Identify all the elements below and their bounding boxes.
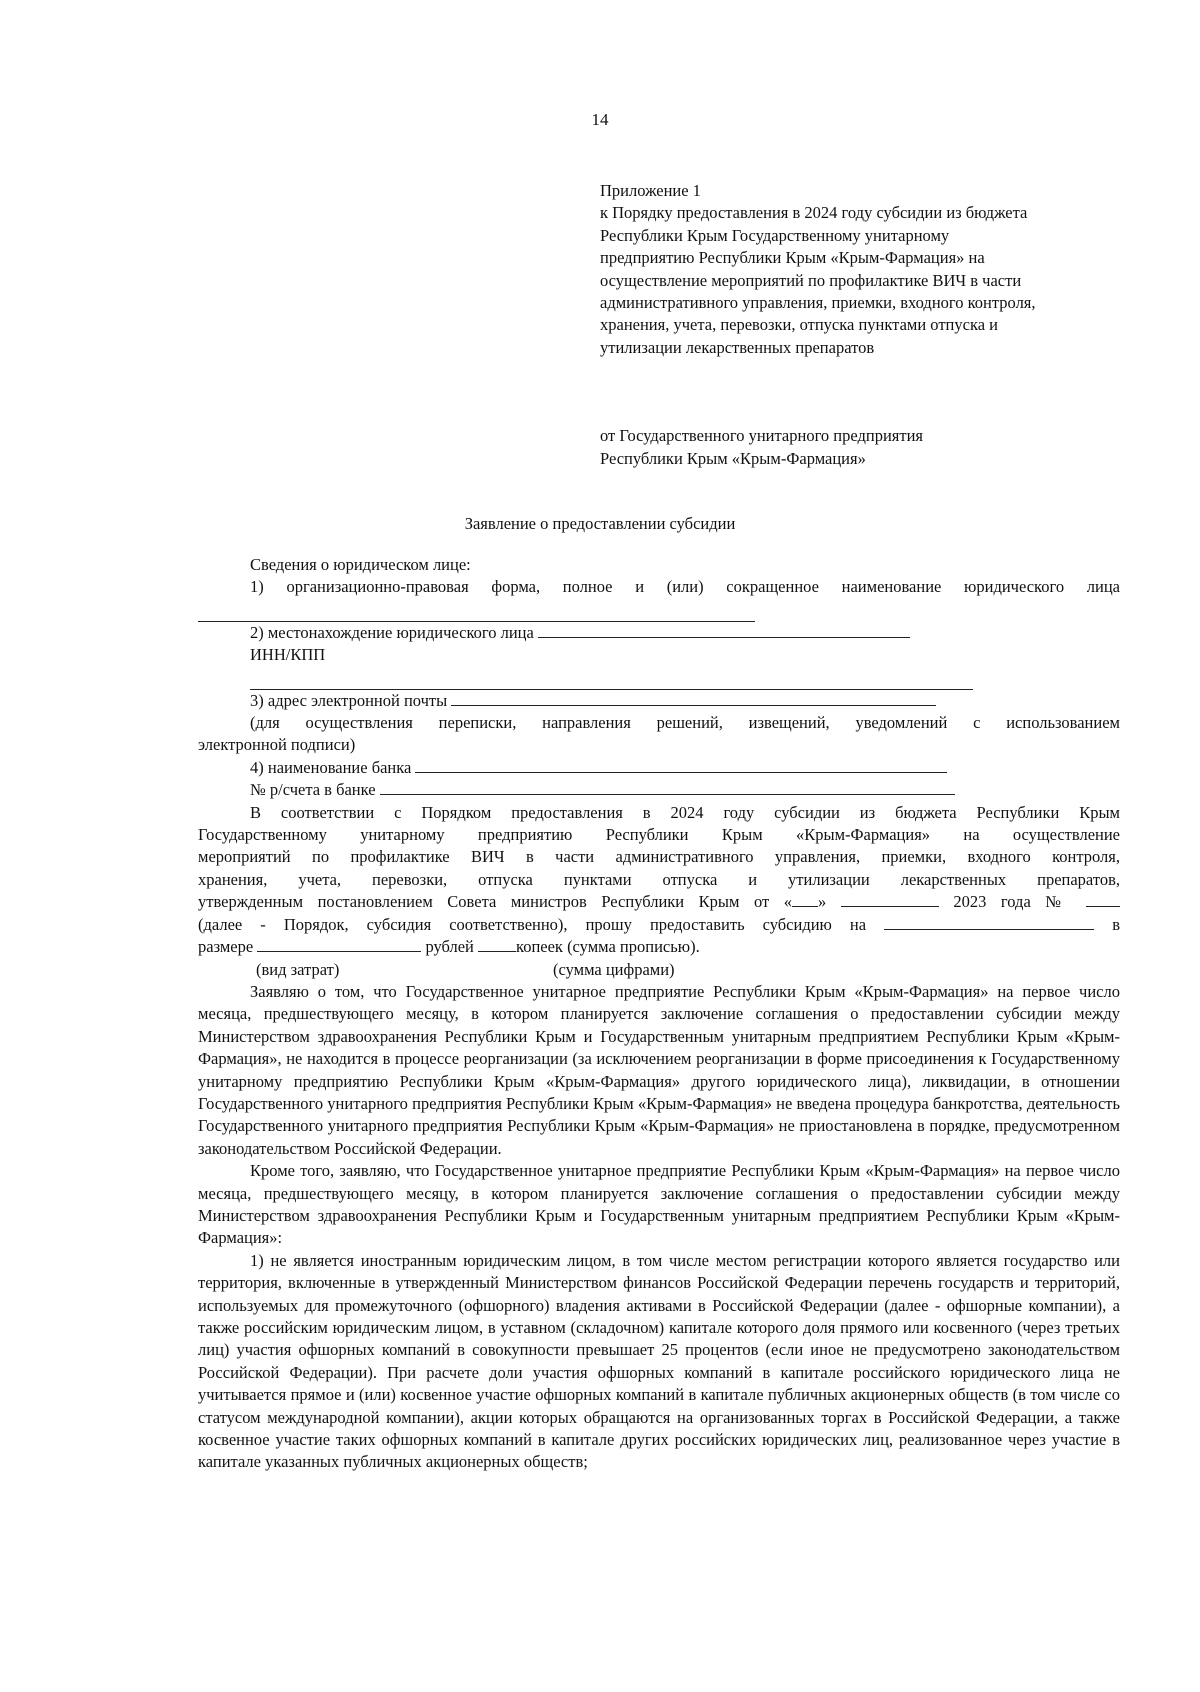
appendix-line: Приложение 1 bbox=[600, 181, 701, 200]
request-line: В соответствии с Порядком предоставления в 2024 году субсидии из бюджета Республики Крым bbox=[250, 802, 1120, 822]
request-text: размере bbox=[198, 937, 254, 957]
form-field-resolution-number[interactable] bbox=[1086, 891, 1120, 907]
request-text: копеек (сумма прописью). bbox=[516, 937, 700, 957]
form-item-1: 1) организационно-правовая форма, полное и (или) сокращенное наименование юридического лица bbox=[250, 577, 1120, 597]
account-label: № р/счета в банке bbox=[250, 780, 376, 800]
sender-block bbox=[600, 425, 1120, 470]
form-item-2-label: 2) местонахождение юридического лица bbox=[250, 622, 534, 642]
appendix-line: Республики Крым Государственному унитарному bbox=[600, 225, 950, 245]
form-item-3 bbox=[198, 690, 1120, 712]
request-text: 2023 года № bbox=[953, 892, 1072, 912]
request-line-purpose bbox=[198, 914, 1120, 936]
email-note-line: (для осуществления переписки, направления решений, извещений, уведомлений с использованием bbox=[250, 713, 1120, 733]
form-item-4 bbox=[198, 757, 1120, 779]
form-field-kopecks[interactable] bbox=[478, 936, 516, 952]
appendix-line: к Порядку предоставления в 2024 году субсидии из бюджета bbox=[600, 203, 1028, 223]
form-field-entity-name[interactable] bbox=[198, 599, 755, 622]
sender-line: от Государственного унитарного предприятия bbox=[600, 426, 924, 445]
account-row bbox=[198, 779, 1120, 801]
form-field-inn-kpp[interactable] bbox=[250, 667, 973, 690]
email-note-line: электронной подписи) bbox=[198, 735, 356, 755]
form-field-account[interactable] bbox=[380, 779, 955, 795]
form-field-location[interactable] bbox=[538, 622, 910, 638]
hint-cost-type: (вид затрат) bbox=[256, 959, 340, 979]
request-line-amount bbox=[198, 936, 1120, 958]
appendix-line: предприятию Республики Крым «Крым-Фармация» на bbox=[600, 248, 985, 268]
request-text: утвержденным постановлением Совета министров Республики Крым от « bbox=[198, 892, 793, 912]
form-field-bank-name[interactable] bbox=[415, 757, 947, 773]
legal-entity-heading: Сведения о юридическом лице: bbox=[250, 555, 471, 574]
appendix-line: утилизации лекарственных препаратов bbox=[600, 337, 875, 357]
sender-line: Республики Крым «Крым-Фармация» bbox=[600, 448, 866, 468]
request-text: (далее - Порядок, субсидия соответственно), прошу предоставить субсидию на bbox=[198, 914, 867, 934]
request-text: » bbox=[818, 892, 827, 912]
declaration-paragraph-2: Кроме того, заявляю, что Государственное унитарное предприятие Республики Крым «Крым-Фармация» на первое число месяца, предшествующего месяцу, в котором планируется заключение соглашения о предоставлении субсидии между Министерством здравоохранения Республики Крым и Государственным унитарным предприятием Республики Крым «Крым-Фармация»: bbox=[198, 1161, 1120, 1248]
form-item-4-label: 4) наименование банка bbox=[250, 757, 412, 777]
form-field-email[interactable] bbox=[451, 690, 936, 706]
form-item-2 bbox=[198, 622, 1120, 644]
page-number: 14 bbox=[591, 110, 609, 129]
document-title: Заявление о предоставлении субсидии bbox=[464, 514, 736, 533]
form-field-cost-type[interactable] bbox=[884, 914, 1094, 930]
request-text: в bbox=[1112, 914, 1121, 934]
appendix-line: административного управления, приемки, входного контроля, bbox=[600, 293, 1036, 313]
form-field-rubles[interactable] bbox=[257, 936, 421, 952]
appendix-line: осуществление мероприятий по профилактике ВИЧ в части bbox=[600, 270, 1022, 290]
appendix-header bbox=[600, 180, 1120, 359]
form-item-3-label: 3) адрес электронной почты bbox=[250, 690, 448, 710]
clause-1: 1) не является иностранным юридическим лицом, в том числе местом регистрации которого является государство или территория, включенные в утвержденный Министерством финансов Российской Федерации перечень государств и территорий, используемых для промежуточного (офшорного) владения активами в Российской Федерации (далее - офшорные компании), а также российским юридическим лицом, в уставном (складочном) капитале которого доля прямого или косвенного (через третьих лиц) участия офшорных компаний в совокупности превышает 25 процентов (если иное не предусмотрено законодательством Российской Федерации). При расчете доли участия офшорных компаний в капитале российского юридического лица не учитывается прямое и (или) косвенное участие офшорных компаний в капитале публичных акционерных обществ (в том числе со статусом международной компании), акции которых обращаются на организованных торгах в Российской Федерации, а также косвенное участие таких офшорных компаний в капитале других российских юридических лиц, реализованное через участие в капитале указанных публичных акционерных обществ; bbox=[198, 1250, 1120, 1472]
form-field-month[interactable] bbox=[841, 891, 939, 907]
request-line: Государственному унитарному предприятию Республики Крым «Крым-Фармация» на осуществление bbox=[198, 825, 1120, 845]
document-body bbox=[198, 554, 1120, 1474]
appendix-line: хранения, учета, перевозки, отпуска пунктами отпуска и bbox=[600, 315, 998, 335]
declaration-paragraph-1: Заявляю о том, что Государственное унитарное предприятие Республики Крым «Крым-Фармация» на первое число месяца, предшествующего месяцу, в котором планируется заключение соглашения о предоставлении субсидии между Министерством здравоохранения Республики Крым и Государственным унитарным предприятием Республики Крым «Крым-Фармация», не находится в процессе реорганизации (за исключением реорганизации в форме присоединения к Государственному унитарному предприятию Республики Крым «Крым-Фармация» другого юридического лица), ликвидации, в отношении Государственного унитарного предприятия Республики Крым «Крым-Фармация» не введена процедура банкротства, деятельность Государственного унитарного предприятия Республики Крым «Крым-Фармация» не приостановлена в порядке, предусмотренном законодательством Российской Федерации. bbox=[198, 981, 1120, 1158]
field-hints bbox=[198, 959, 1120, 981]
request-line-date bbox=[198, 891, 1120, 913]
request-text: рублей bbox=[425, 937, 474, 957]
inn-kpp-label: ИНН/КПП bbox=[250, 645, 326, 665]
request-line: хранения, учета, перевозки, отпуска пунктами отпуска и утилизации лекарственных препаратов, bbox=[198, 869, 1120, 889]
form-field-day[interactable] bbox=[792, 891, 818, 907]
hint-amount-digits: (сумма цифрами) bbox=[553, 959, 675, 979]
request-line: мероприятий по профилактике ВИЧ в части административного управления, приемки, входного контроля, bbox=[198, 847, 1120, 867]
